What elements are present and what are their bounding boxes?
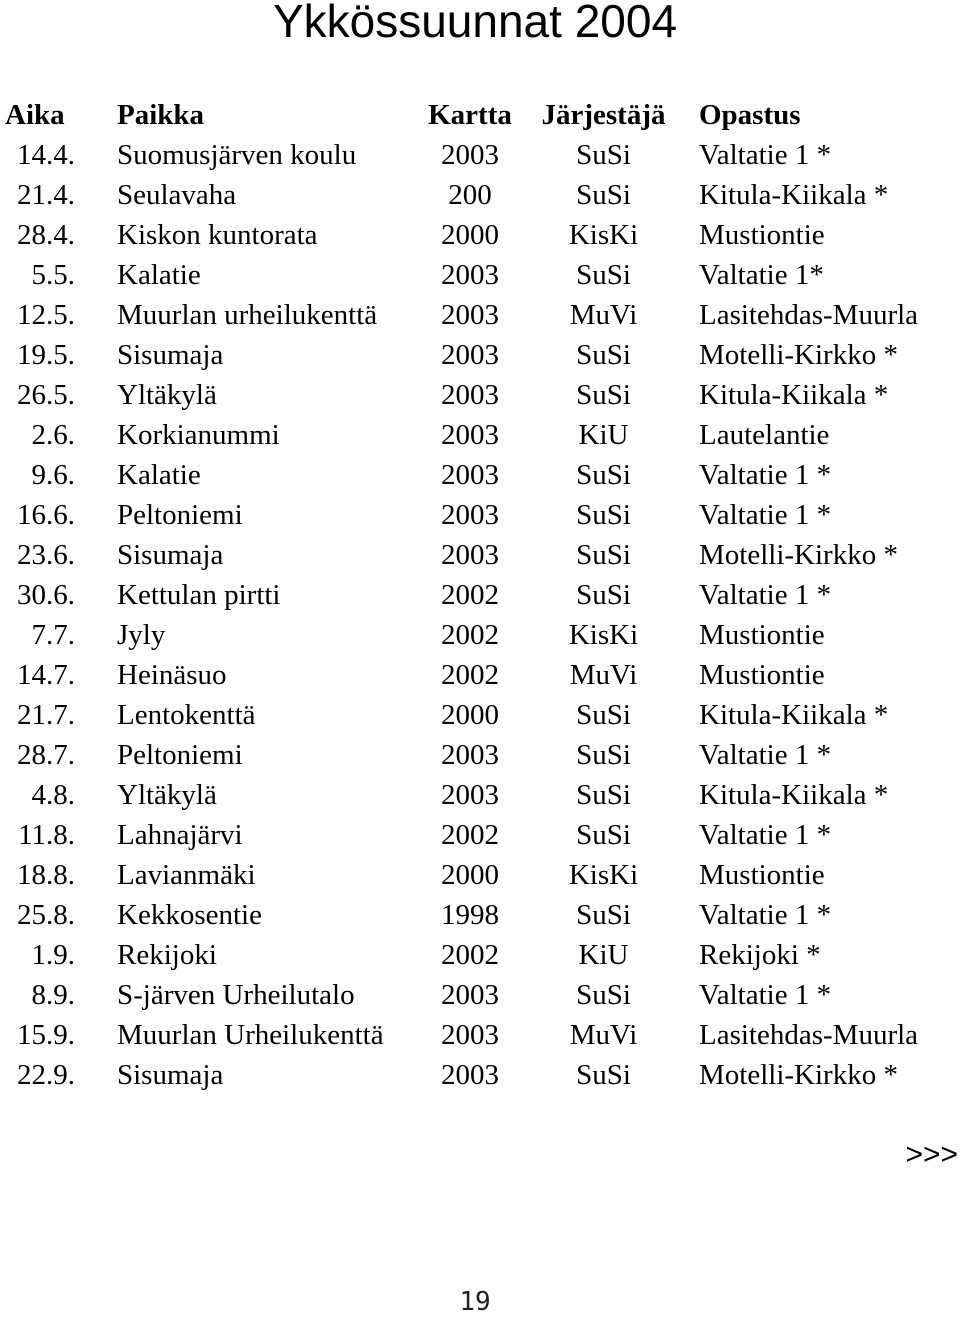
table-row [0,535,960,575]
cell-kartta: 2003 [441,139,499,171]
table-row [0,295,960,335]
cell-jarjestaja: KisKi [568,219,639,251]
cell-jarjestaja: SuSi [576,499,631,531]
cell-kartta: 2002 [441,579,499,611]
cell-opastus: Lautelantie [699,419,830,451]
cell-opastus: Rekijoki * [699,939,821,971]
cell-kartta: 2000 [441,699,499,731]
cell-opastus: Kitula-Kiikala * [699,179,889,211]
cell-paikka: S-järven Urheilutalo [117,979,355,1011]
cell-kartta: 2003 [441,1059,499,1091]
cell-aika: 12.5. [17,299,75,331]
cell-paikka: Seulavaha [117,179,237,211]
cell-kartta: 2002 [441,819,499,851]
cell-paikka: Sisumaja [117,339,224,371]
cell-paikka: Jyly [117,619,166,651]
cell-jarjestaja: SuSi [576,899,631,931]
table-row [0,375,960,415]
table-row [0,1055,960,1095]
cell-paikka: Yltäkylä [117,379,217,411]
cell-opastus: Mustiontie [699,619,825,651]
cell-aika: 8.9. [31,979,75,1011]
cell-aika: 23.6. [17,539,75,571]
cell-jarjestaja: KisKi [568,859,639,891]
cell-jarjestaja: SuSi [576,459,631,491]
cell-kartta: 2003 [441,499,499,531]
cell-jarjestaja: SuSi [576,739,631,771]
cell-kartta: 2003 [441,379,499,411]
cell-opastus: Valtatie 1 * [699,819,832,851]
cell-jarjestaja: SuSi [576,819,631,851]
cell-jarjestaja: SuSi [576,379,631,411]
table-row [0,655,960,695]
cell-kartta: 2003 [441,339,499,371]
cell-kartta: 2003 [441,299,499,331]
cell-jarjestaja: KiU [578,419,629,451]
cell-opastus: Mustiontie [699,659,825,691]
cell-kartta: 2003 [441,779,499,811]
table-row [0,855,960,895]
cell-kartta: 2000 [441,219,499,251]
cell-aika: 14.7. [17,659,75,691]
table-row [0,735,960,775]
cell-paikka: Kettulan pirtti [117,579,281,611]
cell-jarjestaja: MuVi [569,299,638,331]
table-row [0,1015,960,1055]
cell-kartta: 2002 [441,939,499,971]
cell-aika: 7.7. [31,619,75,651]
cell-opastus: Valtatie 1 * [699,739,832,771]
cell-opastus: Valtatie 1 * [699,139,832,171]
cell-kartta: 2003 [441,459,499,491]
cell-paikka: Kiskon kuntorata [117,219,318,251]
cell-paikka: Suomusjärven koulu [117,139,357,171]
cell-paikka: Peltoniemi [117,739,243,771]
cell-paikka: Lentokenttä [117,699,256,731]
cell-jarjestaja: SuSi [576,1059,631,1091]
cell-jarjestaja: SuSi [576,339,631,371]
table-row [0,695,960,735]
cell-paikka: Muurlan urheilukenttä [117,299,378,331]
table-row [0,135,960,175]
cell-jarjestaja: SuSi [576,179,631,211]
table-header [0,95,960,135]
cell-paikka: Muurlan Urheilukenttä [117,1019,384,1051]
cell-aika: 5.5. [31,259,75,291]
cell-jarjestaja: SuSi [576,699,631,731]
header-kartta: Kartta [428,99,512,131]
cell-opastus: Kitula-Kiikala * [699,779,889,811]
table-row [0,615,960,655]
cell-aika: 21.7. [17,699,75,731]
header-aika: Aika [5,99,65,131]
cell-opastus: Valtatie 1* [699,259,824,291]
cell-jarjestaja: KiU [578,939,629,971]
table-row [0,935,960,975]
cell-jarjestaja: SuSi [576,259,631,291]
cell-aika: 14.4. [17,139,75,171]
table-row [0,895,960,935]
cell-kartta: 2003 [441,1019,499,1051]
cell-aika: 26.5. [17,379,75,411]
cell-aika: 15.9. [17,1019,75,1051]
cell-paikka: Rekijoki [117,939,217,971]
cell-opastus: Mustiontie [699,859,825,891]
cell-kartta: 2002 [441,659,499,691]
cell-kartta: 2003 [441,419,499,451]
cell-aika: 28.4. [17,219,75,251]
cell-kartta: 2000 [441,859,499,891]
cell-opastus: Lasitehdas-Muurla [699,299,919,331]
table-body [0,135,960,1095]
cell-paikka: Kekkosentie [117,899,262,931]
cell-aika: 16.6. [17,499,75,531]
cell-opastus: Valtatie 1 * [699,459,832,491]
cell-opastus: Kitula-Kiikala * [699,699,889,731]
cell-paikka: Lavianmäki [117,859,256,891]
cell-paikka: Sisumaja [117,1059,224,1091]
page-title: Ykkössuunnat 2004 [272,0,678,47]
cell-aika: 4.8. [31,779,75,811]
table-row [0,575,960,615]
cell-paikka: Korkianummi [117,419,280,451]
cell-aika: 18.8. [17,859,75,891]
cell-kartta: 2003 [441,739,499,771]
table-row [0,415,960,455]
cell-kartta: 2002 [441,619,499,651]
header-paikka: Paikka [117,99,205,131]
schedule-table [0,95,960,1095]
cell-kartta: 2003 [441,539,499,571]
cell-opastus: Valtatie 1 * [699,899,832,931]
cell-jarjestaja: SuSi [576,579,631,611]
cell-jarjestaja: MuVi [569,659,638,691]
cell-aika: 1.9. [31,939,75,971]
cell-kartta: 2003 [441,259,499,291]
page-number: 19 [459,1287,491,1317]
cell-aika: 25.8. [17,899,75,931]
cell-opastus: Motelli-Kirkko * [699,339,898,371]
cell-jarjestaja: SuSi [576,779,631,811]
cell-opastus: Valtatie 1 * [699,499,832,531]
cell-aika: 21.4. [17,179,75,211]
cell-paikka: Sisumaja [117,539,224,571]
table-row [0,975,960,1015]
cell-aika: 19.5. [17,339,75,371]
table-row [0,775,960,815]
cell-opastus: Mustiontie [699,219,825,251]
table-row [0,255,960,295]
cell-jarjestaja: MuVi [569,1019,638,1051]
cell-opastus: Valtatie 1 * [699,579,832,611]
table-row [0,175,960,215]
cell-kartta: 2003 [441,979,499,1011]
cell-kartta: 200 [448,179,492,211]
header-opastus: Opastus [699,99,801,131]
cell-kartta: 1998 [441,899,499,931]
table-row [0,455,960,495]
cell-aika: 9.6. [31,459,75,491]
cell-jarjestaja: SuSi [576,139,631,171]
cell-paikka: Lahnajärvi [117,819,243,851]
cell-opastus: Lasitehdas-Muurla [699,1019,919,1051]
cell-paikka: Kalatie [117,259,201,291]
table-row [0,335,960,375]
cell-jarjestaja: SuSi [576,979,631,1011]
cell-opastus: Valtatie 1 * [699,979,832,1011]
cell-opastus: Motelli-Kirkko * [699,1059,898,1091]
cell-aika: 2.6. [31,419,75,451]
cell-aika: 30.6. [17,579,75,611]
cell-aika: 22.9. [17,1059,75,1091]
table-row [0,815,960,855]
header-jarjestaja: Järjestäjä [541,99,666,131]
continuation-marker: >>> [905,1138,958,1171]
table-row [0,495,960,535]
cell-paikka: Peltoniemi [117,499,243,531]
cell-jarjestaja: SuSi [576,539,631,571]
cell-aika: 28.7. [17,739,75,771]
cell-opastus: Motelli-Kirkko * [699,539,898,571]
cell-jarjestaja: KisKi [568,619,639,651]
cell-paikka: Kalatie [117,459,201,491]
cell-paikka: Yltäkylä [117,779,217,811]
cell-aika: 11.8. [18,819,75,851]
cell-paikka: Heinäsuo [117,659,227,691]
cell-opastus: Kitula-Kiikala * [699,379,889,411]
table-row [0,215,960,255]
